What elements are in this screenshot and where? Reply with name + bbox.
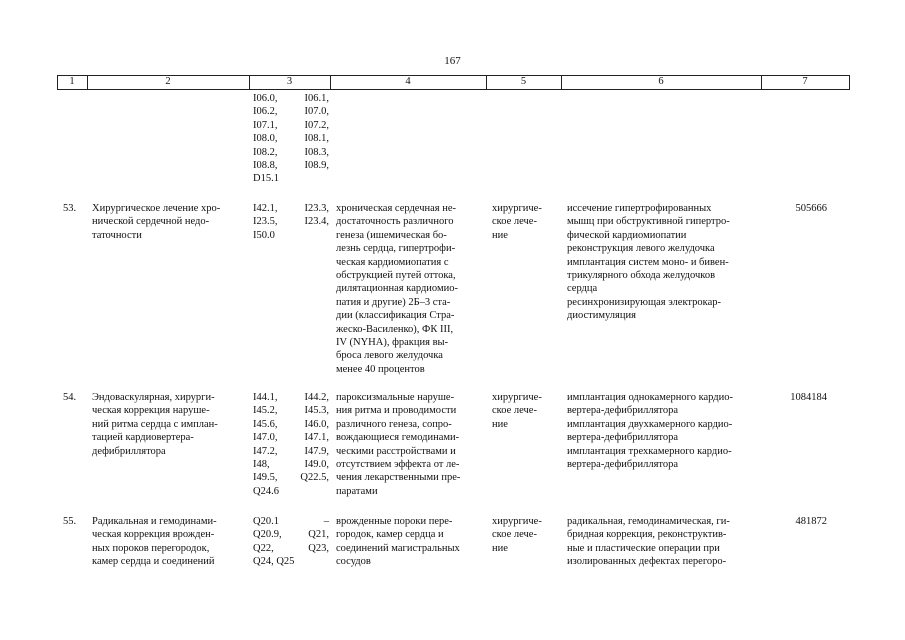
text-line: дилятационная кардиомио-: [336, 283, 458, 295]
text-line: имплантация трехкамерного кардио-: [567, 445, 732, 457]
text-line: вертера-дефибриллятора: [567, 459, 679, 471]
icd-code: I07.1,: [253, 119, 278, 131]
text-line: ные и пластические операции при: [567, 542, 720, 554]
icd-code: I49.5,: [253, 472, 278, 484]
icd-code: I46.0,: [304, 418, 329, 430]
icd-code: I45.3,: [304, 405, 329, 417]
column-header-6: 6: [658, 76, 664, 87]
text-line: диостимуляция: [567, 310, 636, 322]
icd-code: I06.0,: [253, 93, 278, 104]
icd-code: Q20.9,: [253, 529, 282, 541]
treatment-method: [567, 515, 755, 569]
icd-code: I49.0,: [304, 459, 329, 471]
icd-code: I45.2,: [253, 405, 278, 417]
text-line: ние: [492, 542, 508, 554]
text-line: ское лече-: [492, 216, 537, 228]
text-line: ческая коррекция врожден-: [92, 529, 215, 541]
icd-code: Q21,: [308, 529, 329, 541]
treatment-method: [567, 202, 755, 323]
text-line: менее 40 процентов: [336, 363, 425, 375]
diagnosis: [336, 202, 481, 376]
column-header-2: 2: [165, 76, 171, 87]
text-line: ний ритма сердца с имплан-: [92, 418, 218, 430]
text-line: генеза (ишемическая бо-: [336, 229, 447, 241]
text-line: броса левого желудочка: [336, 350, 443, 362]
icd-code: I07.0,: [304, 106, 329, 118]
text-line: ние: [492, 229, 508, 241]
treatment-type: [492, 515, 556, 555]
icd-code: I45.6,: [253, 418, 278, 430]
text-line: изолированных дефектах перегоро-: [567, 556, 727, 568]
text-line: патия и другие) 2Б–3 ста-: [336, 296, 451, 308]
icd-code: I44.2,: [304, 392, 329, 403]
icd-code: I08.9,: [304, 160, 329, 172]
icd-code: I08.8,: [253, 160, 278, 172]
icd-code: I23.5,: [253, 216, 278, 228]
text-line: ние: [492, 418, 508, 430]
icd-code: I08.2,: [253, 146, 278, 158]
text-line: ческая коррекция наруше-: [92, 405, 210, 417]
standard-cost: 505666: [795, 203, 827, 214]
header-bottom-rule: [57, 89, 849, 90]
procedure-name: [92, 391, 244, 458]
column-header-3: 3: [286, 76, 293, 87]
text-line: сосудов: [336, 556, 371, 568]
text-line: таточности: [92, 229, 142, 241]
text-line: ское лече-: [492, 529, 537, 541]
column-header-1: 1: [69, 76, 75, 87]
text-line: хирургиче-: [492, 392, 542, 403]
treatment-type: [492, 391, 556, 431]
text-line: радикальная, гемодинамическая, ги-: [567, 516, 730, 527]
standard-cost: 481872: [795, 516, 827, 527]
icd-code: Q23,: [308, 542, 329, 554]
icd-code: I47.0,: [253, 432, 278, 444]
text-line: имплантация систем моно- и бивен-: [567, 256, 729, 268]
text-line: бридная коррекция, реконструктив-: [567, 529, 727, 541]
icd-code: I42.1,: [253, 203, 278, 214]
row-number: 54.: [63, 392, 77, 403]
text-line: мышц при обструктивной гипертро-: [567, 216, 730, 228]
text-line: хирургиче-: [492, 516, 542, 527]
row-number: 55.: [63, 516, 77, 527]
icd-code: I47.2,: [253, 445, 278, 457]
text-line: IV (NYHA), фракция вы-: [336, 337, 449, 349]
column-header-4: 4: [405, 76, 411, 87]
diagnosis: [336, 391, 481, 498]
icd-code: I08.3,: [304, 146, 329, 158]
icd-code: I50.0: [253, 229, 275, 241]
text-line: соединений магистральных: [336, 542, 460, 554]
icd-code: Q24.6: [253, 485, 279, 497]
text-line: иссечение гипертрофированных: [567, 203, 712, 214]
continuation-codes: [253, 92, 329, 186]
icd-code: I23.4,: [304, 216, 329, 228]
text-line: фической кардиомиопатии: [567, 229, 687, 241]
icd-code: Q24, Q25: [253, 556, 295, 568]
diagnosis: [336, 515, 481, 569]
text-line: жеско-Василенко), ФК III,: [336, 323, 454, 335]
text-line: лезнь сердца, гипертрофи-: [336, 243, 456, 255]
text-line: камер сердца и соединений: [92, 556, 215, 568]
icd-codes: [253, 515, 329, 569]
text-line: чения лекарственными пре-: [336, 472, 461, 484]
text-line: Радикальная и гемодинами-: [92, 516, 217, 527]
text-line: ческими расстройствами и: [336, 445, 456, 457]
page-number: 167: [444, 55, 461, 67]
icd-code: I23.3,: [304, 203, 329, 214]
column-header-7: 7: [802, 76, 808, 87]
icd-code: Q22.5,: [300, 472, 329, 484]
text-line: имплантация однокамерного кардио-: [567, 392, 734, 403]
treatment-type: [492, 202, 556, 242]
text-line: отсутствием эффекта от ле-: [336, 459, 460, 471]
icd-code: I06.2,: [253, 106, 278, 118]
procedure-name: [92, 515, 244, 569]
text-line: различного генеза, сопро-: [336, 418, 452, 430]
icd-code: I08.0,: [253, 133, 278, 145]
text-line: имплантация двухкамерного кардио-: [567, 418, 733, 430]
icd-code: I07.2,: [304, 119, 329, 131]
text-line: вождающиеся гемодинами-: [336, 432, 460, 444]
icd-codes: [253, 391, 329, 498]
icd-code: I47.1,: [304, 432, 329, 444]
text-line: пароксизмальные наруше-: [336, 392, 455, 403]
column-header-5: 5: [520, 76, 527, 87]
text-line: вертера-дефибриллятора: [567, 432, 679, 444]
text-line: обструкцией путей оттока,: [336, 270, 456, 282]
text-line: Эндоваскулярная, хирурги-: [92, 392, 215, 403]
icd-code: Q20.1: [253, 516, 279, 527]
text-line: трикулярного обхода желудочков: [567, 270, 716, 282]
text-line: хирургиче-: [492, 203, 542, 214]
text-line: реконструкция левого желудочка: [567, 243, 715, 255]
icd-code: I44.1,: [253, 392, 278, 403]
text-line: ческая кардиомиопатия с: [336, 256, 449, 268]
icd-code: I48,: [253, 459, 270, 471]
text-line: ресинхронизирующая электрокар-: [567, 296, 721, 308]
icd-code: –: [323, 516, 329, 527]
icd-codes: [253, 202, 329, 242]
treatment-method: [567, 391, 755, 471]
text-line: Хирургическое лечение хро-: [92, 203, 221, 214]
text-line: достаточность различного: [336, 216, 454, 228]
procedure-name: [92, 202, 244, 242]
icd-code: I47.9,: [304, 445, 329, 457]
text-line: ных пороков перегородок,: [92, 542, 210, 554]
text-line: ния ритма и проводимости: [336, 405, 457, 417]
icd-code: I08.1,: [304, 133, 329, 145]
header-divider: [849, 75, 850, 90]
text-line: вертера-дефибриллятора: [567, 405, 679, 417]
text-line: врожденные пороки пере-: [336, 516, 453, 527]
icd-code: I06.1,: [304, 93, 329, 104]
standard-cost: 1084184: [790, 392, 827, 403]
text-line: ское лече-: [492, 405, 537, 417]
text-line: дефибриллятора: [92, 445, 166, 457]
icd-code: Q22,: [253, 542, 274, 554]
text-line: тацией кардиовертера-: [92, 432, 194, 444]
text-line: городок, камер сердца и: [336, 529, 444, 541]
text-line: сердца: [567, 283, 598, 295]
text-line: паратами: [336, 485, 378, 497]
text-line: нической сердечной недо-: [92, 216, 210, 228]
text-line: хроническая сердечная не-: [336, 203, 457, 214]
icd-code: D15.1: [253, 173, 279, 185]
text-line: дии (классификация Стра-: [336, 310, 455, 322]
row-number: 53.: [63, 203, 77, 214]
